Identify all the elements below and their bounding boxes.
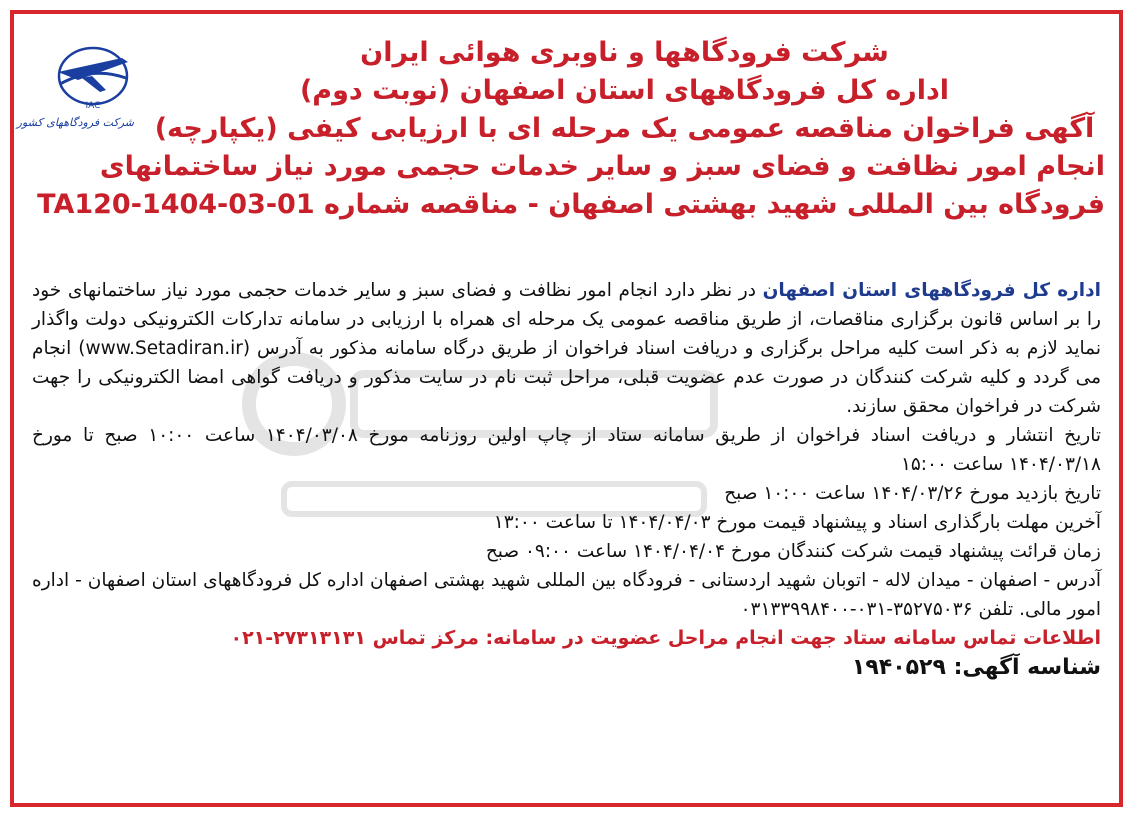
company-logo (16, 36, 134, 136)
logo-abbr: IAC (85, 101, 101, 111)
publish-date-line: تاریخ انتشار و دریافت اسناد فراخوان از طریق سامانه ستاد از چاپ اولین روزنامه مورخ ۱۴۰۴/۰۳/۰۸ ساعت ۱۰:۰۰ صبح تا مورخ ۱۴۰۴/۰۳/۱۸ ساعت ۱۵:۰۰ (32, 425, 1101, 475)
intro-text-a: در نظر دارد انجام امور نظافت و فضای سبز و سایر خدمات حجمی مورد نیاز ساختمانهای خود را بر اساس قانون برگزاری مناقصات، از طریق مناقصه عمومی یک مرحله ای همراه با ارزیابی در سامانه تدارکات الکترونیکی دولت واگذار نماید لازم به ذکر است کلیه مراحل برگزاری و دریافت اسناد فراخوان از طریق درگاه سامانه مذکور به آدرس ( (32, 280, 1101, 359)
heading-airport-tender (37, 186, 1105, 224)
heading-department: اداره کل فرودگاههای استان اصفهان (نوبت دوم) (299, 75, 950, 106)
address-line: آدرس - اصفهان - میدان لاله - اتوبان شهید اردستانی - فرودگاه بین المللی شهید بهشتی اصفهان اداره کل فرودگاههای استان اصفهان - اداره امور مالی. تلفن ۳۵۲۷۵۰۳۶-۰۳۱-۰۳۱۳۳۹۹۸۴۰۰ (32, 570, 1101, 620)
org-name: اداره کل فرودگاههای استان اصفهان (762, 280, 1101, 301)
deadline-line: آخرین مهلت بارگذاری اسناد و پیشنهاد قیمت مورخ ۱۴۰۴/۰۴/۰۳ تا ساعت ۱۳:۰۰ (493, 512, 1101, 533)
visit-date-line: تاریخ بازدید مورخ ۱۴۰۴/۰۳/۲۶ ساعت ۱۰:۰۰ صبح (724, 483, 1101, 504)
heading-tender-type: آگهی فراخوان مناقصه عمومی یک مرحله ای با ارزیابی کیفی (یکپارچه) (154, 113, 1095, 144)
intro-text-b: ) انجام می گردد و کلیه شرکت کنندگان در صورت عدم عضویت قبلی، مراحل ثبت نام در سایت مذکور و دریافت گواهی امضا الکترونیکی را جهت شرکت در فراخوان محقق سازند. (32, 338, 1101, 417)
heading-company: شرکت فرودگاهها و ناوبری هوائی ایران (360, 37, 889, 68)
opening-line: زمان قرائت پیشنهاد قیمت شرکت کنندگان مورخ ۱۴۰۴/۰۴/۰۴ ساعت ۰۹:۰۰ صبح (485, 541, 1101, 562)
heading-airport: فرودگاه بین المللی شهید بهشتی اصفهان - مناقصه شماره (314, 189, 1105, 220)
heading-subject: انجام امور نظافت و فضای سبز و سایر خدمات حجمی مورد نیاز ساختمانهای (99, 151, 1105, 182)
ad-frame (10, 10, 1123, 807)
tender-number: TA120-1404-03-01 (37, 189, 315, 220)
intro-paragraph (32, 276, 1101, 421)
ad-id: شناسه آگهی: ۱۹۴۰۵۲۹ (851, 655, 1101, 680)
ad-body (32, 276, 1101, 682)
logo-caption: شرکت فرودگاههای کشور (16, 116, 134, 129)
website-link[interactable]: www.Setadiran.ir (85, 338, 243, 359)
contact-line: اطلاعات تماس سامانه ستاد جهت انجام مراحل عضویت در سامانه: مرکز تماس ۲۷۳۱۳۱۳۱-۰۲۱ (230, 627, 1101, 649)
airplane-logo-icon (52, 36, 134, 114)
